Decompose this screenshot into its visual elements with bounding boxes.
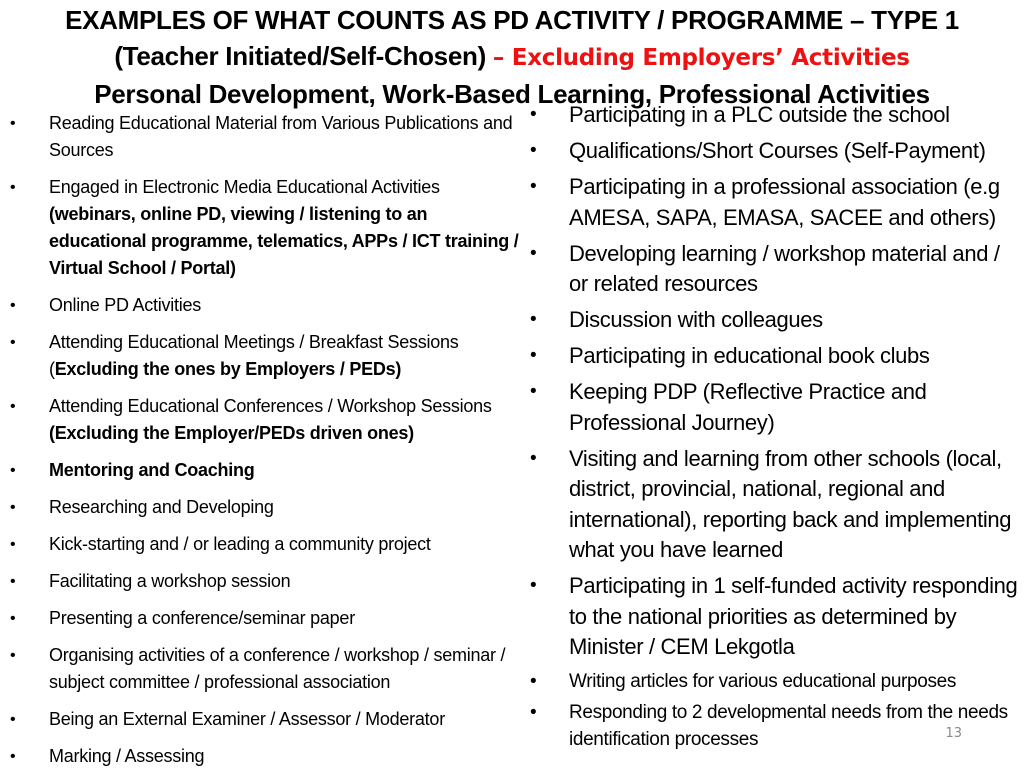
title-line-1: EXAMPLES OF WHAT COUNTS AS PD ACTIVITY / PROGRAMME – TYPE 1 bbox=[65, 5, 959, 35]
list-item-bold-text: (Excluding the Employer/PEDs driven ones) bbox=[49, 423, 414, 443]
list-item-text: Online PD Activities bbox=[49, 295, 202, 315]
right-bullet-list bbox=[528, 100, 1018, 757]
list-item-text: Keeping PDP (Reflective Practice and Professional Journey) bbox=[569, 379, 927, 435]
list-item-text: Qualifications/Short Courses (Self-Payment) bbox=[569, 138, 986, 163]
list-item-text: Discussion with colleagues bbox=[569, 307, 823, 332]
title-line-2-black: (Teacher Initiated/Self-Chosen) bbox=[114, 41, 493, 71]
bullet-icon: • bbox=[530, 702, 537, 723]
bullet-icon: • bbox=[530, 381, 537, 402]
bullet-icon: • bbox=[10, 334, 16, 351]
bullet-icon: • bbox=[530, 575, 537, 596]
list-item bbox=[528, 100, 1018, 131]
list-item bbox=[8, 743, 528, 768]
list-item-text: Participating in a professional association (e.g AMESA, SAPA, EMASA, SACEE and others) bbox=[569, 174, 1000, 230]
bullet-icon: • bbox=[530, 140, 537, 161]
bullet-icon: • bbox=[10, 647, 16, 664]
bullet-icon: • bbox=[530, 242, 537, 264]
list-item bbox=[8, 393, 528, 447]
list-item bbox=[528, 136, 1018, 167]
list-item-bold-text: Excluding the ones by Employers / PEDs) bbox=[54, 359, 402, 379]
bullet-icon: • bbox=[10, 115, 16, 132]
list-item-text: Being an External Examiner / Assessor / Moderator bbox=[49, 709, 445, 729]
list-item bbox=[528, 341, 1018, 372]
title-line-2-red: – Excluding Employers’ Activities bbox=[492, 45, 910, 71]
list-item-text: Marking / Assessing bbox=[49, 746, 205, 766]
list-item bbox=[528, 571, 1018, 663]
list-item bbox=[528, 377, 1018, 438]
page-number: 13 bbox=[945, 726, 962, 741]
bullet-icon: • bbox=[10, 711, 16, 728]
list-item-text: Facilitating a workshop session bbox=[49, 571, 291, 591]
list-item bbox=[528, 444, 1018, 566]
list-item bbox=[528, 239, 1018, 300]
list-item bbox=[8, 706, 528, 733]
bullet-icon: • bbox=[530, 176, 537, 197]
title-line-3: Personal Development, Work-Based Learning, Professional Activities bbox=[94, 79, 930, 109]
bullet-icon: • bbox=[10, 610, 16, 627]
bullet-icon: • bbox=[10, 398, 16, 415]
list-item-text: Attending Educational Conferences / Workshop Sessions bbox=[49, 396, 492, 416]
bullet-icon: • bbox=[530, 104, 537, 125]
list-item-text: Reading Educational Material from Various Publications and Sources bbox=[49, 113, 513, 160]
list-item bbox=[8, 568, 528, 595]
bullet-icon: • bbox=[530, 447, 537, 469]
left-bullet-list bbox=[8, 110, 528, 768]
list-item-text: Writing articles for various educational purposes bbox=[569, 671, 956, 692]
list-item-bold-text: Mentoring and Coaching bbox=[49, 460, 255, 480]
list-item bbox=[528, 668, 1018, 695]
list-item bbox=[8, 110, 528, 164]
list-item bbox=[8, 642, 528, 696]
list-item-text: Presenting a conference/seminar paper bbox=[49, 608, 355, 628]
bullet-icon: • bbox=[530, 309, 537, 330]
bullet-icon: • bbox=[530, 671, 537, 692]
list-item bbox=[8, 174, 528, 282]
list-item-text: Organising activities of a conference / workshop / seminar / subject committee / professional association bbox=[49, 645, 506, 692]
list-item-text: Participating in 1 self-funded activity responding to the national priorities as determined by Minister / CEM Lekgotla bbox=[569, 573, 1018, 659]
bullet-icon: • bbox=[530, 345, 537, 366]
list-item-text: Visiting and learning from other schools (local, district, provincial, national, regional and international), reporting back and implementing what you have learned bbox=[569, 445, 1012, 562]
list-item bbox=[8, 457, 528, 484]
list-item-text: Researching and Developing bbox=[49, 497, 274, 517]
list-item-text: Kick-starting and / or leading a community project bbox=[49, 534, 431, 554]
list-item-text: Attending Educational Meetings / Breakfast Sessions ( bbox=[49, 332, 459, 379]
list-item-text: Responding to 2 developmental needs from the needs identification processes bbox=[569, 702, 1008, 750]
list-item-bold-text: (webinars, online PD, viewing / listening to an educational programme, telematics, APPs / ICT training / Virtual School / Portal) bbox=[49, 204, 519, 278]
list-item bbox=[8, 605, 528, 632]
list-item bbox=[528, 172, 1018, 233]
bullet-icon: • bbox=[10, 297, 16, 314]
list-item bbox=[528, 305, 1018, 336]
bullet-icon: • bbox=[10, 462, 16, 479]
list-item bbox=[8, 531, 528, 558]
slide-title bbox=[10, 2, 1014, 112]
bullet-icon: • bbox=[10, 499, 16, 516]
title-line-2 bbox=[10, 38, 1014, 76]
bullet-icon: • bbox=[10, 179, 16, 196]
bullet-icon: • bbox=[10, 536, 16, 553]
list-item-text: Engaged in Electronic Media Educational Activities bbox=[49, 177, 440, 197]
bullet-icon: • bbox=[10, 573, 16, 590]
list-item-text: Participating in a PLC outside the school bbox=[569, 102, 950, 127]
bullet-icon: • bbox=[10, 748, 16, 765]
list-item-text: Participating in educational book clubs bbox=[569, 343, 930, 368]
list-item bbox=[8, 292, 528, 319]
list-item bbox=[8, 494, 528, 521]
list-item bbox=[8, 329, 528, 383]
list-item-text: Developing learning / workshop material and / or related resources bbox=[569, 240, 1000, 296]
